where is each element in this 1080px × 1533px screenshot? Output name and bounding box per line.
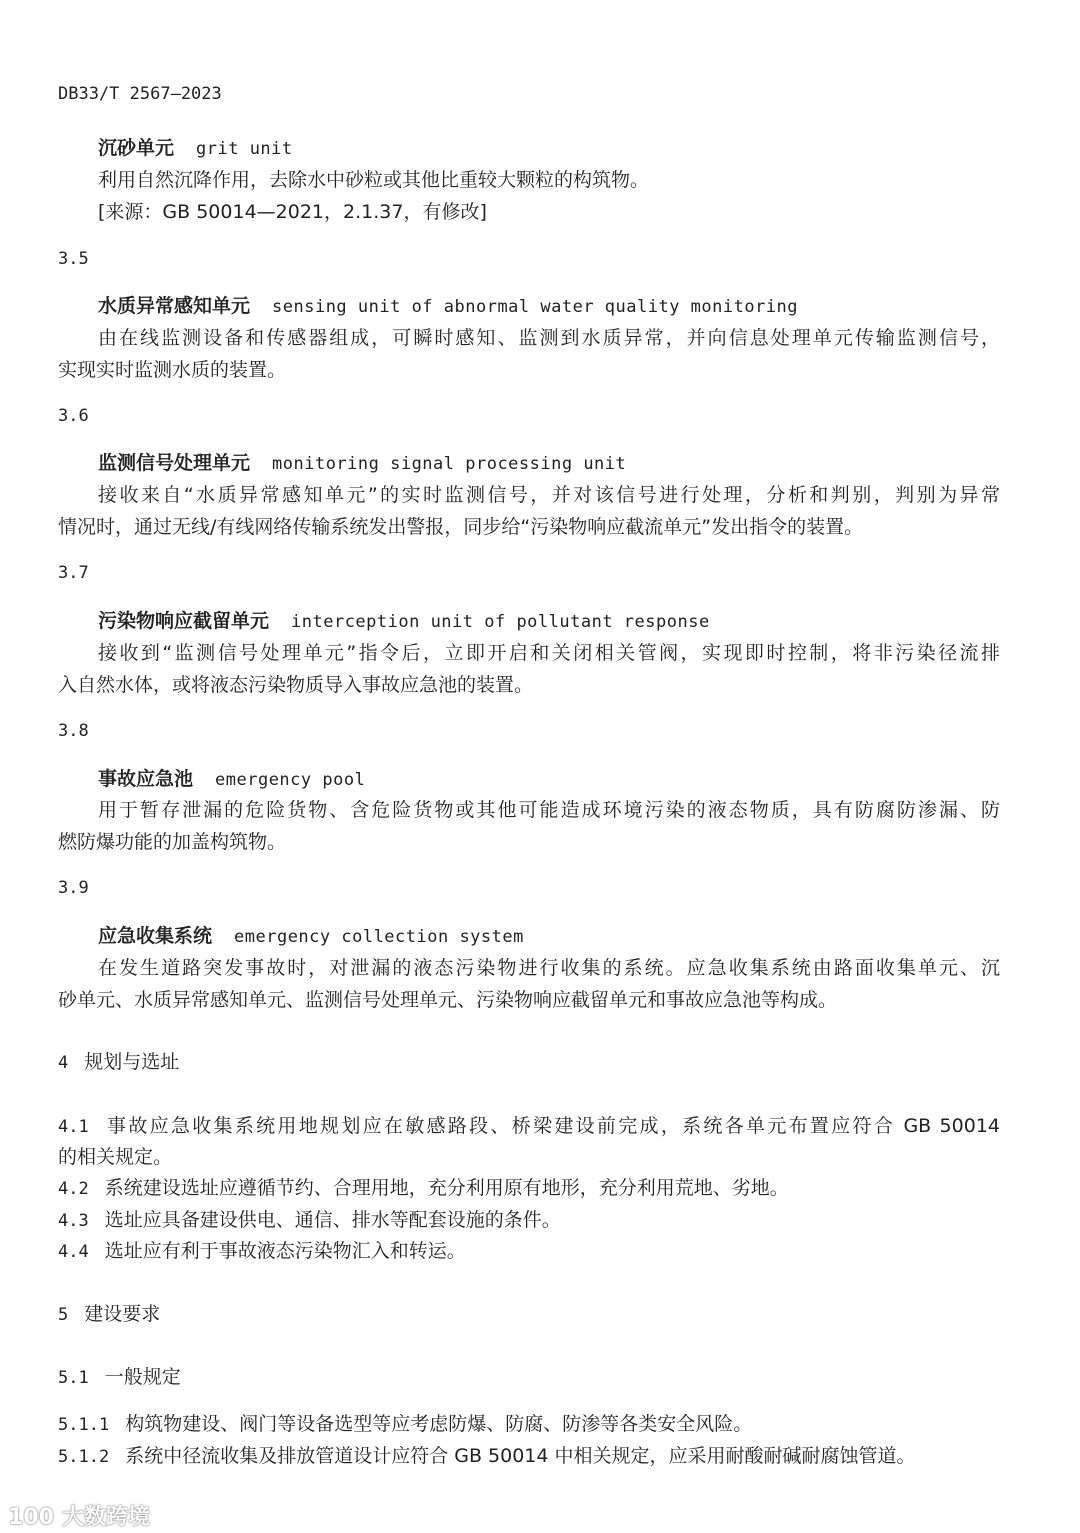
term-english: emergency pool: [215, 770, 366, 790]
paragraph-line: 入自然水体，或将液态污染物质导入事故应急池的装置。: [58, 674, 534, 696]
heading-text: 一般规定: [104, 1366, 181, 1388]
clause: [58, 1443, 916, 1470]
paragraph-line: 用于暂存泄漏的危险货物、含危险货物或其他可能造成环境污染的液态物质，具有防腐防渗漏、防: [98, 799, 1000, 821]
paragraph-line: [来源：GB 50014—2021，2.1.37，有修改]: [98, 201, 487, 223]
clause-text: 系统建设选址应遵循节约、合理用地，充分利用原有地形，充分利用荒地、劣地。: [104, 1177, 789, 1199]
term-title: [98, 293, 798, 320]
term-title: [98, 766, 365, 793]
paragraph-line: 的相关规定。: [58, 1146, 173, 1168]
paragraph-line: 利用自然沉降作用，去除水中砂粒或其他比重较大颗粒的构筑物。: [98, 169, 650, 191]
watermark-text: 大数跨境: [61, 1505, 150, 1530]
clause-number: 4.4: [58, 1242, 89, 1262]
term-chinese: 污染物响应截留单元: [98, 610, 270, 632]
term-title: [98, 450, 626, 477]
term-english: grit unit: [196, 139, 293, 159]
paragraph-line: 接收来自“水质异常感知单元”的实时监测信号，并对该信号进行处理，分析和判别，判别为异常: [98, 484, 1000, 506]
term-chinese: 事故应急池: [98, 768, 194, 790]
heading-number: 5: [58, 1305, 69, 1325]
clause-number: 3.8: [58, 721, 89, 741]
term-english: emergency collection system: [234, 927, 524, 947]
clause: [58, 1207, 561, 1234]
clause-number: 3.9: [58, 878, 89, 898]
watermark: [8, 1500, 150, 1531]
term-title: [98, 135, 293, 162]
heading-number: 5.1: [58, 1368, 89, 1388]
clause: [58, 1175, 789, 1202]
term-chinese: 水质异常感知单元: [98, 295, 251, 317]
heading-text: 规划与选址: [84, 1051, 180, 1073]
term-title: [98, 608, 710, 635]
clause-number: 4.3: [58, 1211, 89, 1231]
paragraph-line: 实现实时监测水质的装置。: [58, 359, 287, 381]
term-english: monitoring signal processing unit: [272, 454, 627, 474]
heading-text: 建设要求: [84, 1303, 161, 1325]
clause-number: 3.5: [58, 249, 89, 269]
term-title: [98, 923, 524, 950]
paragraph-line: 情况时，通过无线/有线网络传输系统发出警报，同步给“污染物响应截流单元”发出指令的装置。: [58, 516, 864, 538]
clause-number: 4.2: [58, 1179, 89, 1199]
term-english: sensing unit of abnormal water quality monitoring: [272, 297, 799, 317]
heading-number: 4: [58, 1053, 69, 1073]
clause-number: 5.1.2: [58, 1447, 110, 1467]
clause: [58, 1238, 466, 1265]
clause-text: 选址应有利于事故液态污染物汇入和转运。: [104, 1240, 466, 1262]
paragraph-line: 在发生道路突发事故时，对泄漏的液态污染物进行收集的系统。应急收集系统由路面收集单元、沉: [98, 957, 1000, 979]
term-chinese: 应急收集系统: [98, 925, 213, 947]
term-chinese: 沉砂单元: [98, 137, 175, 159]
clause-text: 构筑物建设、阀门等设备选型等应考虑防爆、防腐、防渗等各类安全风险。: [125, 1413, 753, 1435]
clause-number: 5.1.1: [58, 1415, 110, 1435]
section-heading: [58, 1364, 181, 1391]
clause-text: 选址应具备建设供电、通信、排水等配套设施的条件。: [104, 1209, 561, 1231]
paragraph-line: 由在线监测设备和传感器组成，可瞬时感知、监测到水质异常，并向信息处理单元传输监测信号，: [98, 327, 1000, 349]
clause-number: 3.7: [58, 563, 89, 583]
clause-number: 3.6: [58, 406, 89, 426]
clause: [58, 1113, 1000, 1140]
paragraph-line: 砂单元、水质异常感知单元、监测信号处理单元、污染物响应截留单元和事故应急池等构成。: [58, 989, 838, 1011]
clause-text: 系统中径流收集及排放管道设计应符合 GB 50014 中相关规定，应采用耐酸耐碱耐腐蚀管道。: [125, 1445, 916, 1467]
section-heading: [58, 1049, 179, 1076]
section-heading: [58, 1301, 160, 1328]
clause: [58, 1411, 752, 1438]
watermark-logo: 100: [8, 1505, 54, 1530]
document-code-header: DB33/T 2567—2023: [58, 84, 222, 104]
clause-number: 4.1: [58, 1117, 89, 1137]
paragraph-line: 接收到“监测信号处理单元”指令后，立即开启和关闭相关管阀，实现即时控制，将非污染径流排: [98, 642, 1000, 664]
term-chinese: 监测信号处理单元: [98, 452, 251, 474]
term-english: interception unit of pollutant response: [291, 612, 710, 632]
clause-text: 事故应急收集系统用地规划应在敏感路段、桥梁建设前完成，系统各单元布置应符合 GB 50014: [104, 1115, 1000, 1137]
paragraph-line: 燃防爆功能的加盖构筑物。: [58, 831, 287, 853]
